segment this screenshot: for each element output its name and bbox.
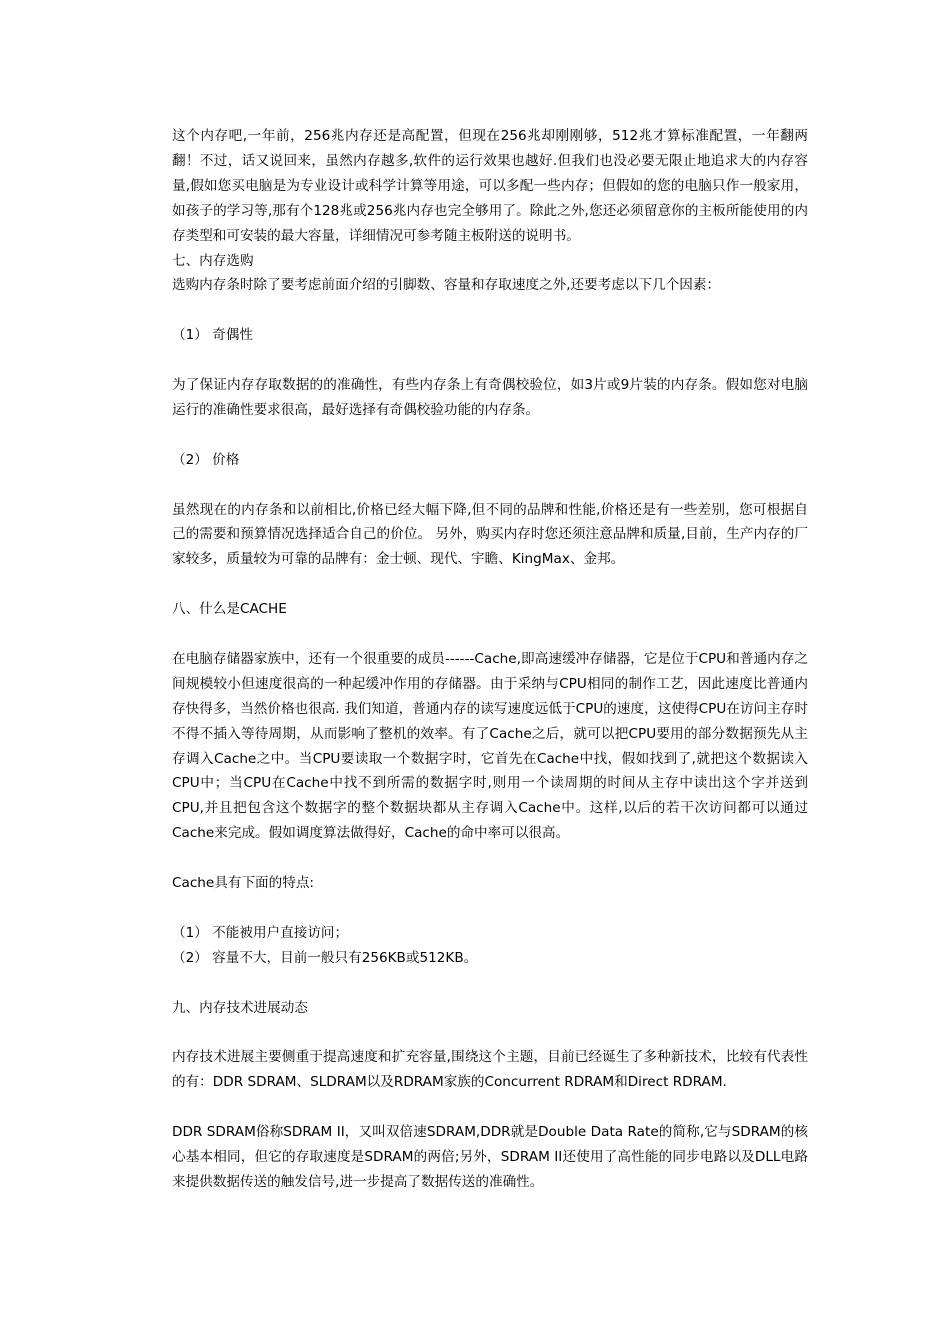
paragraph-memory-config: 这个内存吧,一年前，256兆内存还是高配置，但现在256兆却刚刚够，512兆才算标准配置，一年翻两翻！不过，话又说回来，虽然内存越多,软件的运行效果也越好.但我们也没必要无限止地追求大的内存容量,假如您买电脑是为专业设计或科学计算等用途，可以多配一些内存；但假如的您的电脑只作一般家用，如孩子的学习等,那有个128兆或256兆内存也完全够用了。除此之外,您还必须留意你的主板所能使用的内存类型和可安装的最大容量，详细情况可参考随主板附送的说明书。 [172, 128, 808, 244]
subheading-price: （2） 价格 [172, 451, 240, 468]
spacer [172, 622, 808, 647]
heading-memory-tech: 九、内存技术进展动态 [172, 999, 308, 1016]
paragraph-cache-features: Cache具有下面的特点: [172, 875, 315, 892]
list-item-cache-feature-1: （1） 不能被用户直接访问； [172, 924, 349, 941]
paragraph-price: 虽然现在的内存条和以前相比,价格已经大幅下降,但不同的品牌和性能,价格还是有一些差别，您可根据自己的需要和预算情况选择适合自己的价位。 另外，购买内存时您还须注意品牌和质量,目前，生产内存的厂家较多，质量较为可靠的品牌有：金士顿、现代、宇瞻、KingMax、金邦。 [172, 501, 808, 568]
spacer [172, 971, 808, 996]
paragraph-memory-tech: 内存技术进展主要侧重于提高速度和扩充容量,围绕这个主题，目前已经诞生了多种新技术，比较有代表性的有：DDR SDRAM、SLDRAM以及RDRAM家族的Concurrent RDRAM和Direct RDRAM. [172, 1049, 808, 1091]
spacer [172, 846, 808, 871]
paragraph-purchase-factors: 选购内存条时除了要考虑前面介绍的引脚数、容量和存取速度之外,还要考虑以下几个因素： [172, 277, 721, 294]
document-page [172, 124, 808, 1195]
spacer [172, 348, 808, 373]
heading-memory-purchase: 七、内存选购 [172, 252, 254, 269]
spacer [172, 896, 808, 921]
paragraph-cache: 在电脑存储器家族中，还有一个很重要的成员------Cache,即高速缓冲存储器，它是位于CPU和普通内存之间规模较小但速度很高的一种起缓冲作用的存储器。由于采纳与CPU相同的制作工艺，因此速度比普通内存快得多，当然价格也很高. 我们知道，普通内存的读写速度远低于CPU的速度，这使得CPU在访问主存时不得不插入等待周期，从而影响了整机的效率。有了Cache之后，就可以把CPU要用的部分数据预先从主存调入Cache之中。当CPU要读取一个数据字时，它首先在Cache中找，假如找到了,就把这个数据读入CPU中；当CPU在Cache中找不到所需的数据字时,则用一个读周期的时间从主存中读出这个字并送到CPU,并且把包含这个数据字的整个数据块都从主存调入Cache中。这样,以后的若干次访问都可以通过Cache来完成。假如调度算法做得好，Cache的命中率可以很高。 [172, 650, 808, 842]
subheading-parity: （1） 奇偶性 [172, 327, 253, 344]
spacer [172, 1095, 808, 1120]
list-item-cache-feature-2: （2） 容量不大，目前一般只有256KB或512KB。 [172, 949, 478, 966]
heading-cache: 八、什么是CACHE [172, 601, 287, 618]
spacer [172, 298, 808, 323]
spacer [172, 423, 808, 448]
spacer [172, 572, 808, 597]
spacer [172, 473, 808, 498]
spacer [172, 1020, 808, 1045]
paragraph-ddr-sdram: DDR SDRAM俗称SDRAM II，又叫双倍速SDRAM,DDR就是Double Data Rate的简称,它与SDRAM的核心基本相同，但它的存取速度是SDRAM的两倍;另外，SDRAM II还使用了高性能的同步电路以及DLL电路来提供数据传送的触发信号,进一步提高了数据传送的准确性。 [172, 1124, 808, 1190]
paragraph-parity: 为了保证内存存取数据的的准确性，有些内存条上有奇偶校验位，如3片或9片装的内存条。假如您对电脑运行的准确性要求很高，最好选择有奇偶校验功能的内存条。 [172, 377, 808, 418]
